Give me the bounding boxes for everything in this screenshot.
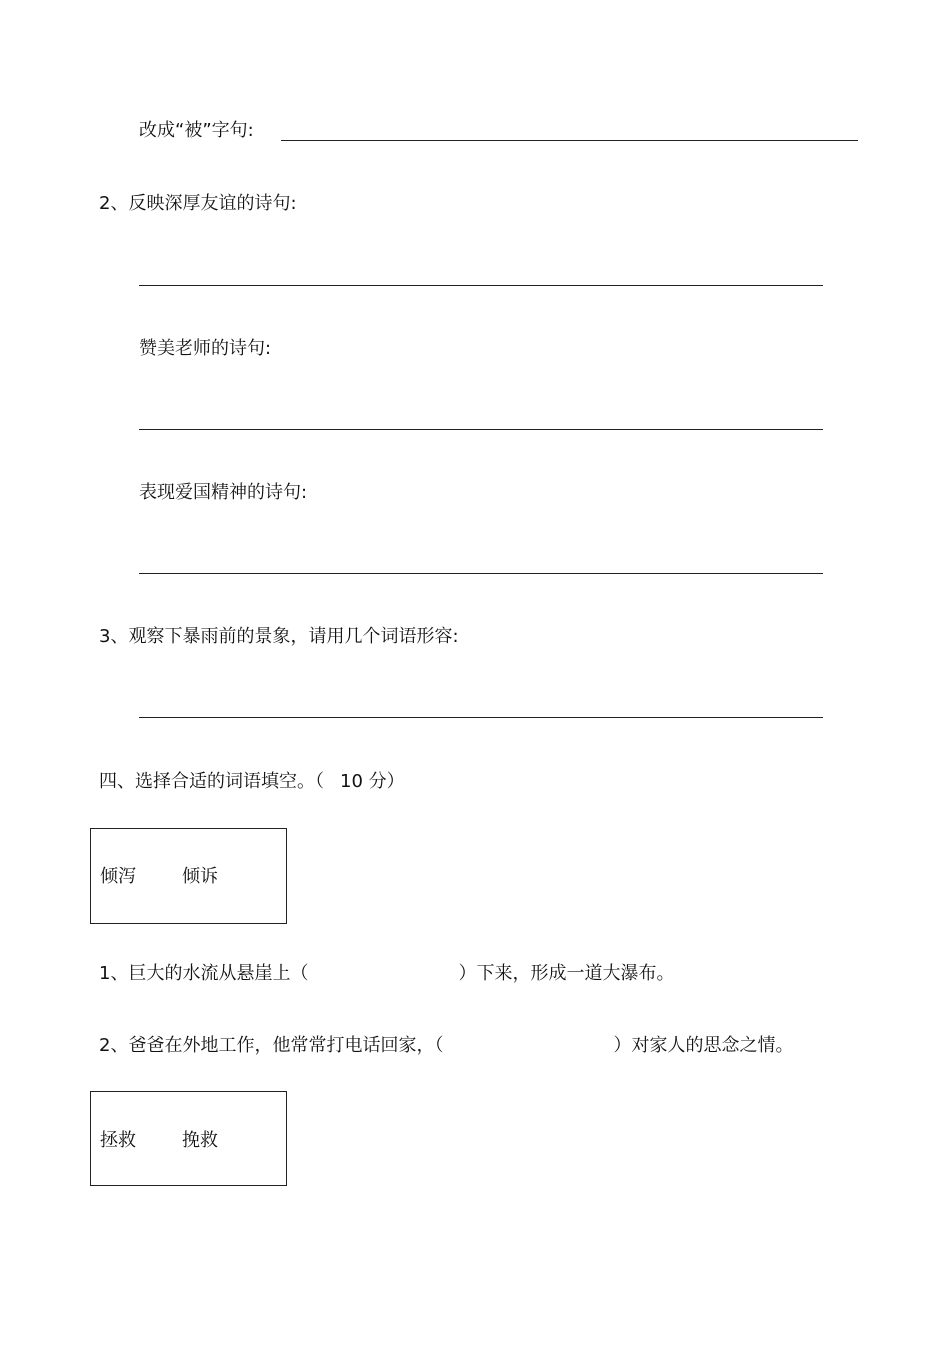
teacher-poem-answer-line[interactable] bbox=[139, 429, 823, 430]
storm-words-answer-line[interactable] bbox=[139, 717, 823, 718]
section-4-score: 10 分） bbox=[340, 771, 405, 792]
word-option-qingxie: 倾泻 bbox=[100, 866, 136, 887]
friendship-poem-answer-line[interactable] bbox=[139, 285, 823, 286]
q3-storm-words-title: 3、观察下暴雨前的景象，请用几个词语形容: bbox=[99, 626, 459, 647]
patriot-poem-answer-line[interactable] bbox=[139, 573, 823, 574]
q2-friendship-poem-title: 2、反映深厚友谊的诗句: bbox=[99, 193, 297, 214]
word-option-zhengjiu: 拯救 bbox=[100, 1130, 136, 1151]
word-option-qingsu: 倾诉 bbox=[182, 866, 218, 887]
teacher-poem-label: 赞美老师的诗句: bbox=[139, 338, 272, 359]
passive-sentence-label: 改成“被”字句: bbox=[139, 120, 254, 141]
patriot-poem-label: 表现爱国精神的诗句: bbox=[139, 482, 308, 503]
word-option-wanjiu: 挽救 bbox=[182, 1130, 218, 1151]
fill-sentence-2-before: 2、爸爸在外地工作，他常常打电话回家，（ bbox=[99, 1035, 444, 1056]
passive-sentence-answer-line[interactable] bbox=[281, 140, 858, 141]
word-choice-box-2 bbox=[90, 1091, 287, 1186]
fill-sentence-1 bbox=[99, 962, 674, 986]
fill-sentence-2 bbox=[99, 1034, 793, 1058]
fill-sentence-2-after: ）对家人的思念之情。 bbox=[613, 1035, 794, 1056]
fill-sentence-1-before: 1、巨大的水流从悬崖上（ bbox=[99, 963, 309, 984]
section-4-heading bbox=[99, 770, 405, 794]
word-choice-box-1 bbox=[90, 828, 287, 924]
fill-sentence-1-after: ）下来，形成一道大瀑布。 bbox=[458, 963, 675, 984]
section-4-title: 四、选择合适的词语填空。（ bbox=[99, 771, 324, 792]
